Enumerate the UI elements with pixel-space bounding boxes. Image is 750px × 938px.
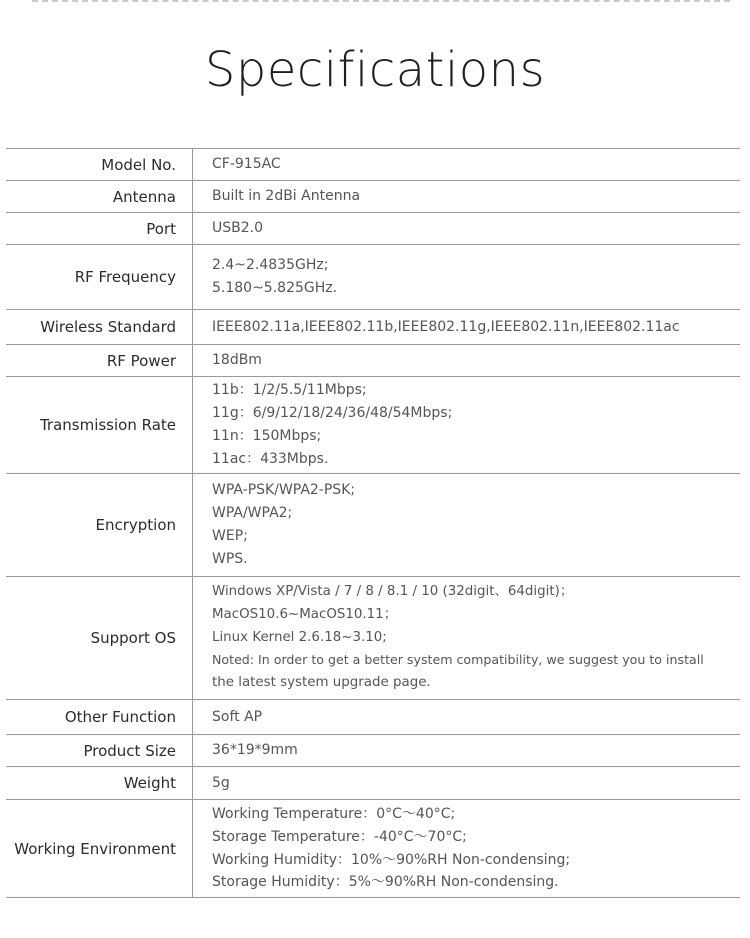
spec-table bbox=[6, 148, 740, 898]
spec-value bbox=[193, 181, 740, 212]
spec-row-port bbox=[6, 213, 740, 245]
spec-label: Working Environment bbox=[6, 800, 193, 897]
spec-row-other-function bbox=[6, 700, 740, 735]
spec-value-line: Built in 2dBi Antenna bbox=[212, 188, 361, 205]
spec-row-rf-frequency bbox=[6, 245, 740, 310]
spec-value-line: Working Humidity：10%～90%RH Non-condensing; bbox=[212, 851, 571, 868]
top-dashed-divider bbox=[32, 0, 730, 2]
spec-label: Transmission Rate bbox=[6, 377, 193, 473]
spec-value bbox=[193, 474, 740, 576]
spec-value bbox=[193, 245, 740, 309]
spec-value bbox=[193, 345, 740, 376]
spec-value bbox=[193, 767, 740, 799]
spec-row-product-size bbox=[6, 735, 740, 767]
spec-value-line: WEP; bbox=[212, 528, 248, 544]
spec-value-line: 11ac：433Mbps. bbox=[212, 450, 329, 467]
spec-value-line: 5g bbox=[212, 774, 230, 791]
spec-label: Wireless Standard bbox=[6, 310, 193, 344]
spec-row-support-os bbox=[6, 577, 740, 700]
spec-row-wireless-standard bbox=[6, 310, 740, 345]
spec-label: Port bbox=[6, 213, 193, 244]
spec-row-working-environment bbox=[6, 800, 740, 898]
spec-value-line: Noted: In order to get a better system compatibility, we suggest you to install bbox=[212, 652, 704, 668]
spec-value-line: MacOS10.6~MacOS10.11； bbox=[212, 606, 398, 622]
spec-row-rf-power bbox=[6, 345, 740, 377]
spec-value-line: 5.180~5.825GHz. bbox=[212, 280, 338, 296]
spec-row-antenna bbox=[6, 181, 740, 213]
spec-value bbox=[193, 577, 740, 699]
spec-value bbox=[193, 213, 740, 244]
spec-value-line: Linux Kernel 2.6.18~3.10; bbox=[212, 629, 387, 645]
spec-value-line: Soft AP bbox=[212, 708, 263, 725]
spec-value-line: Storage Temperature：-40°C～70°C; bbox=[212, 828, 467, 845]
spec-row-model bbox=[6, 149, 740, 181]
spec-value-line: Working Temperature：0°C～40°C; bbox=[212, 805, 456, 822]
spec-value-line: Storage Humidity：5%～90%RH Non-condensing. bbox=[212, 874, 559, 891]
spec-label: Model No. bbox=[6, 149, 193, 180]
spec-label: Support OS bbox=[6, 577, 193, 699]
spec-value-line: 18dBm bbox=[212, 352, 262, 369]
spec-row-encryption bbox=[6, 474, 740, 577]
spec-row-transmission-rate bbox=[6, 377, 740, 474]
spec-value-line: WPA-PSK/WPA2-PSK; bbox=[212, 482, 356, 499]
spec-value-line: 11b：1/2/5.5/11Mbps; bbox=[212, 382, 367, 399]
spec-value bbox=[193, 700, 740, 734]
spec-label: RF Power bbox=[6, 345, 193, 376]
spec-value bbox=[193, 735, 740, 766]
spec-value-line: 2.4~2.4835GHz; bbox=[212, 257, 329, 274]
spec-label: Encryption bbox=[6, 474, 193, 576]
spec-row-weight bbox=[6, 767, 740, 800]
spec-value-line: 11g：6/9/12/18/24/36/48/54Mbps; bbox=[212, 405, 453, 422]
spec-value bbox=[193, 377, 740, 473]
spec-value-line: 36*19*9mm bbox=[212, 742, 298, 759]
spec-label: RF Frequency bbox=[6, 245, 193, 309]
spec-value bbox=[193, 149, 740, 180]
spec-label: Other Function bbox=[6, 700, 193, 734]
spec-value-line: CF-915AC bbox=[212, 156, 281, 173]
spec-value-line: WPA/WPA2; bbox=[212, 505, 293, 522]
spec-value-line: Windows XP/Vista / 7 / 8 / 8.1 / 10 (32digit、64digit)； bbox=[212, 584, 574, 599]
spec-value-line: the latest system upgrade page. bbox=[212, 675, 431, 691]
spec-value bbox=[193, 800, 740, 897]
page-title: Specifications bbox=[204, 42, 546, 98]
spec-label: Antenna bbox=[6, 181, 193, 212]
spec-label: Product Size bbox=[6, 735, 193, 766]
spec-value-line: IEEE802.11a,IEEE802.11b,IEEE802.11g,IEEE802.11n,IEEE802.11ac bbox=[212, 318, 680, 335]
spec-label: Weight bbox=[6, 767, 193, 799]
spec-value-line: 11n：150Mbps; bbox=[212, 428, 322, 444]
spec-value bbox=[193, 310, 740, 344]
spec-value-line: WPS. bbox=[212, 550, 248, 567]
spec-value-line: USB2.0 bbox=[212, 220, 264, 237]
